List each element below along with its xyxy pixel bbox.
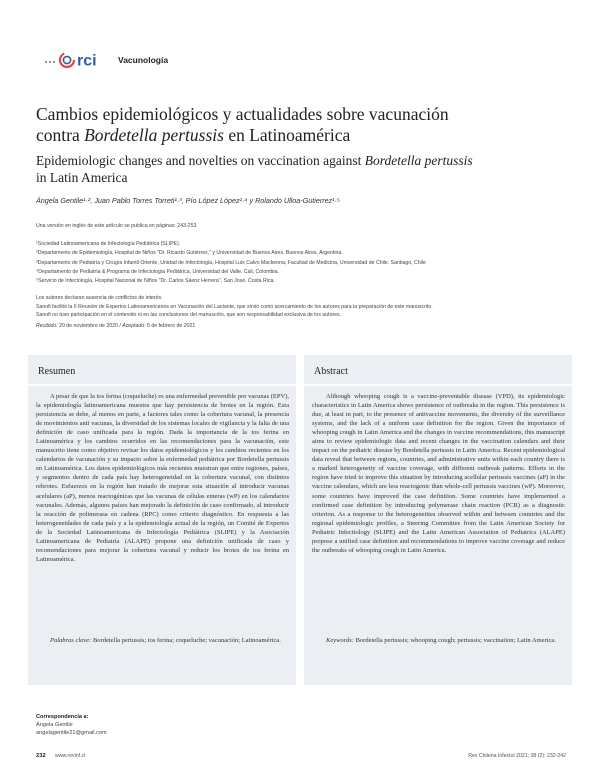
page-number: 232 bbox=[36, 753, 46, 759]
declaration-line: Sanofi no tuvo participación en el contenido ni en las conclusiones del manuscrito, que son responsabilidad exclusiva de los autores. bbox=[36, 312, 342, 319]
resumen-body: A pesar de que la tos ferina (coqueluche) es una enfermedad prevenible por vacunas (EPV), la epidemiología latinoamericana muestra que hay persistencia de brotes en la región. Esta persistencia se debe, al menos en parte, a factores tales como la cobertura vacunal, la presencia de movimientos anti vacunas, la diversidad de los sistemas locales de vigilancia y la falta de una definición de caso unificada para la región. Dada la importancia de la tos ferina en Latinoamérica y los cambios ocurridos en las recomendaciones para la vacunación, este manuscrito tiene como objetivo revisar los datos epidemiológicos y los cambios recientes en los calendarios de vacunación y su impacto sobre la enfermedad pediátrica por Bordetella pertussis en Latinoamérica. Los datos epidemiológicos más recientes muestran que entre regiones, países, y segmentos dentro de cada país hay heterogeneidad en la cobertura vacunal, con distintos rebrotes. Esfuerzos en la región han tratado de mejorar esta situación al introducir vacunas acelulares (aP), menos reactogénicas que las vacunas de células enteras (wP) en los calendarios vacunales. Además, algunos países han mejorado la definición de caso confirmado, al introducir la reacción de polimerasa en cadena (RPC) como criterio diagnóstico. En respuesta a las heterogeneidades de cada país y a la epidemiología actual de la región, un Comité de Expertos de la Sociedad Latinoamericana de Infectología Pediátrica (SLIPE) y la Asociación Latinoamericana de Pediatría (ALAPE) propone una definición unificada de caso y recomendaciones para mejorar la cobertura vacunal y reducir los brotes de tos ferina en Latinoamérica. bbox=[36, 393, 289, 563]
section-label: Vacunología bbox=[118, 55, 169, 65]
title-en-post: in Latin America bbox=[36, 170, 128, 185]
received-date: 20 de noviembre de 2020 / bbox=[57, 323, 123, 329]
affiliation: ⁴Departamento de Pediatría & Programa de Infectología Pediátrica, Universidad del Valle. Cali, Colombia. bbox=[36, 268, 279, 275]
declarations bbox=[36, 294, 566, 320]
abstract-body: Although whooping cough is a vaccine-preventable disease (VPD), its epidemiologic characteristics in Latin America shows persistence of outbreaks in the region. This persistence is due, at least in part, to the presence of antivaccine movements, the diversity of the surveillance systems, and the lack of a uniform case definition for the region. Given the importance of whooping cough in Latin America and the changes in vaccine recommendations, this manuscript aims to review epidemiologic data and recent changes in the vaccination calendars and their impact on the pediatric disease by Bordetella pertussis in Latin America. Recent epidemiological data reveal that between regions, countries, and administrative units within each country there is a marked heterogeneity of vaccine coverage, with different outbreak patterns. Efforts in the region have tried to improve this situation by introducing acellular pertussis vaccines (aP) in the vaccine calendars, which are less reactogenic than whole-cell pertussis vaccines (wP). Moreover, some countries have improved the case definition. Some countries have implemented a confirmed case definition by introducing polymerase chain reaction (PCR) as a diagnostic criterion. As a response to the heterogeneities observed within and between countries and the regional epidemiologic profiles, a Steering Committee from the Latin American Society for Pediatric Infectiology (SLIPE) and the Latin American Association of Pediatrics (ALAPE) propose a unified case definition and recommendations to improve vaccine coverage and reduce the outbreaks of whooping cough in Latin America. bbox=[312, 393, 565, 554]
title-es-line1: Cambios epidemiológicos y actualidades sobre vacunación bbox=[36, 104, 449, 124]
abstract-keywords bbox=[312, 636, 565, 645]
correspondence bbox=[36, 713, 336, 738]
header-dots-decoration bbox=[44, 59, 58, 65]
correspondence-email[interactable]: angelagentile21@gmail.com bbox=[36, 730, 107, 737]
article-title-spanish bbox=[36, 104, 556, 146]
affiliation: ³Departamento de Pediatría y Cirugía Infantil Oriente, Unidad de Infectología, Hospital Luis Calvo Mackenna, Facultad de Medicina, Universidad de Chile. Santiago, Chile bbox=[36, 259, 426, 266]
keywords-label-es: Palabras clave: bbox=[50, 637, 92, 644]
abstract-heading: Abstract bbox=[314, 366, 348, 377]
affiliations bbox=[36, 240, 566, 286]
english-version-note: Una versión en inglés de este artículo se publica en páginas: 243-253 bbox=[36, 223, 197, 229]
title-es-line2-pre: contra bbox=[36, 125, 85, 145]
title-es-line2-post: en Latinoamérica bbox=[223, 125, 351, 145]
resumen-heading: Resumen bbox=[38, 366, 76, 377]
article-title-english bbox=[36, 152, 556, 186]
affiliation: ⁵Servicio de Infectología, Hospital Nacional de Niños "Dr. Carlos Sáenz Herrera", San José, Costa Rica. bbox=[36, 278, 275, 285]
logo-text: rci bbox=[77, 52, 97, 70]
rci-logo bbox=[58, 49, 110, 71]
resumen-keywords bbox=[36, 636, 289, 645]
accepted-date: 5 de febrero de 2021 bbox=[145, 323, 196, 329]
keywords-label-en: Keywords: bbox=[326, 637, 354, 644]
journal-citation: Rev Chilena Infectol 2021; 38 (2): 232-242 bbox=[468, 753, 566, 759]
keywords-en: Bordetella pertussis; whooping cough; pertussis; vaccination; Latin America. bbox=[353, 637, 556, 644]
declaration-line: Los autores declaran ausencia de conflictos de interés. bbox=[36, 295, 163, 301]
title-es-species: Bordetella pertussis bbox=[84, 125, 224, 145]
correspondence-name: Ángela Gentile bbox=[36, 722, 73, 729]
declaration-line: Sanofi facilitó la II Reunión de Expertos Latinoamericanos en Vacunación del Lactante, que sirvió como acercamiento de los autores para la preparación de este manuscrito. bbox=[36, 303, 433, 310]
abstract-divider bbox=[304, 384, 572, 386]
journal-url[interactable]: www.revinf.cl bbox=[55, 753, 86, 759]
keywords-es: Bordetella pertussis; tos ferina; coqueluche; vacunación; Latinoamérica. bbox=[91, 637, 281, 644]
title-en-pre: Epidemiologic changes and novelties on vaccination against bbox=[36, 153, 365, 168]
title-en-species: Bordetella pertussis bbox=[364, 153, 473, 168]
journal-header bbox=[44, 46, 564, 76]
affiliation: ²Departamento de Epidemiología, Hospital de Niños "Dr. Ricardo Gutiérrez," y Universidad de Buenos Aires. Buenos Aires, Argentina. bbox=[36, 250, 343, 257]
resumen-divider bbox=[28, 384, 296, 386]
page-footer bbox=[36, 753, 566, 763]
received-label: Recibido: bbox=[36, 323, 58, 329]
accepted-label: Aceptado: bbox=[122, 323, 146, 329]
affiliation: ¹Sociedad Latinoamericana de Infectología Pediátrica (SLIPE). bbox=[36, 241, 181, 247]
submission-dates bbox=[36, 323, 556, 329]
correspondence-title: Correspondencia a: bbox=[36, 714, 89, 720]
author-list: Ángela Gentile¹·², Juan Pablo Torres Torreti¹·³, Pío López López¹·⁴ y Rolando Ulloa-Gutierrez¹·⁵ bbox=[36, 196, 341, 205]
